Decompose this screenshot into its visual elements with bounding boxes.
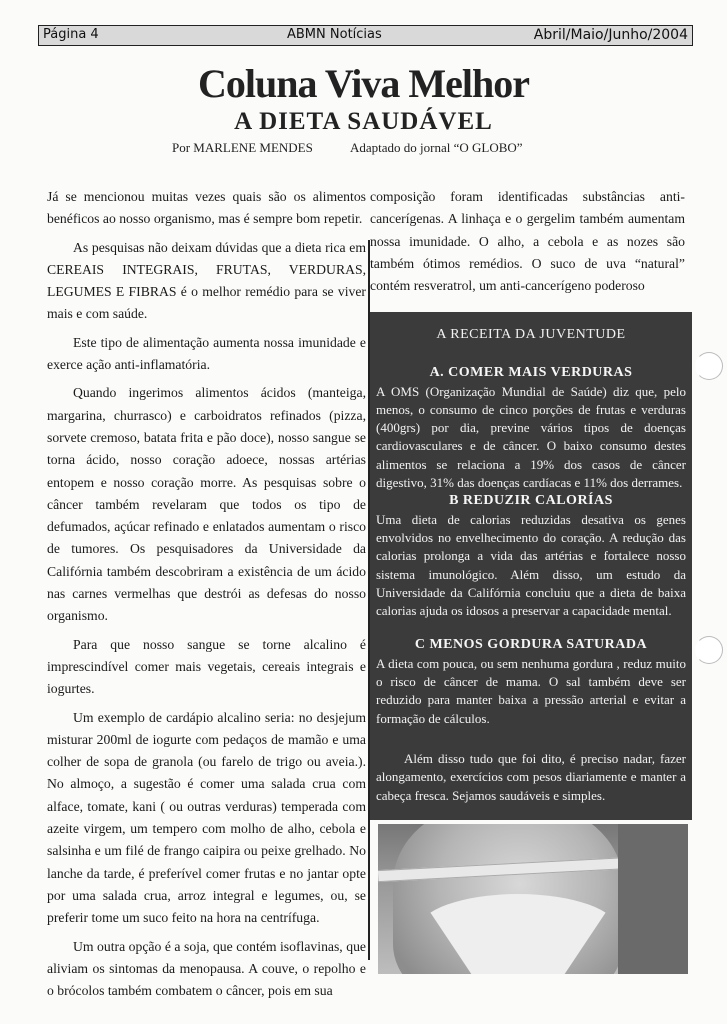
paragraph: Este tipo de alimentação aumenta nossa imunidade e exerce ação anti-inflamatória. bbox=[47, 334, 366, 373]
column-title: Coluna Viva Melhor bbox=[198, 61, 529, 106]
section-title: A. COMER MAIS VERDURAS bbox=[429, 365, 633, 381]
article-subtitle: A DIETA SAUDÁVEL bbox=[234, 108, 493, 135]
recipe-box bbox=[370, 312, 692, 820]
left-column bbox=[47, 186, 366, 1008]
right-column-continuation bbox=[370, 186, 685, 297]
paragraph: Um exemplo de cardápio alcalino seria: no desjejum misturar 200ml de iogurte com pedaços de mamão e uma colher de sopa de granola (ou farelo de trigo ou aveia.). No almoço, a sugestão é comer uma salada crua com alface, tomate, kani ( ou outras verduras) temperada com azeite virgem, um tempero com molho de alho, cebola e salsinha e um filé de frango caipira ou peixe grelhado. No lanche da tarde, é preferível comer frutas e no jantar opte por uma salada crua, arroz integral e legumes, ou, se preferir tome um suco feito na hora na centrífuga. bbox=[47, 709, 366, 926]
header-bar bbox=[38, 25, 693, 46]
waist-measurement-photo bbox=[378, 824, 688, 974]
punch-hole bbox=[695, 636, 723, 664]
paragraph: Para que nosso sangue se torne alcalino é imprescindível comer mais vegetais, cereais integrais e iogurtes. bbox=[47, 636, 366, 697]
paragraph: Um outra opção é a soja, que contém isoflavinas, que aliviam os sintomas da menopausa. A couve, o repolho e o brócolos também combatem o câncer, pois em sua bbox=[47, 938, 366, 999]
paragraph: Quando ingerimos alimentos ácidos (manteiga, margarina, churrasco) e carboidratos refinados (pizza, sorvete cremoso, batata frita e pão doce), nosso sangue se torna ácido, nosso coração adoece, nossas artérias entopem e nosso coração morre. As pesquisas sobre o câncer também revelaram que todos os tipo de defumados, açúcar refinado e enlatados aumentam o risco de tumores. Os pesquisadores da Universidade da Califórnia também descobriram a existência de um ácido nas carnes vermelhas que destrói as defesas do nosso organismo. bbox=[47, 385, 366, 624]
punch-hole bbox=[695, 352, 723, 380]
photo-background bbox=[618, 824, 688, 974]
paragraph: Já se mencionou muitas vezes quais são os alimentos benéficos ao nosso organismo, mas é sempre bom repetir. bbox=[47, 189, 366, 227]
section-text: Uma dieta de calorias reduzidas desativa os genes envolvidos no envelhecimento do coração. A redução das calorias prolonga a vida das artérias e fortalece nosso sistema imunológico. Além disso, um estudo da Universidade da Califórnia concluiu que a dieta de baixa calorias ajuda os idosos a preservar a capacidade mental. bbox=[376, 511, 686, 619]
publication-name: ABMN Notícias bbox=[287, 27, 382, 42]
paragraph: As pesquisas não deixam dúvidas que a dieta rica em CEREAIS INTEGRAIS, FRUTAS, VERDURAS, LEGUMES E FIBRAS é o melhor remédio para se viver mais e com saúde. bbox=[47, 239, 366, 322]
byline-author: Por MARLENE MENDES bbox=[172, 140, 313, 155]
closing-text: Além disso tudo que foi dito, é preciso nadar, fazer alongamento, exercícios com pesos diariamente e manter a cabeça fresca. Sejamos saudáveis e simples. bbox=[376, 750, 686, 803]
section-text: A dieta com pouca, ou sem nenhuma gordura , reduz muito o risco de câncer de mama. O sal também deve ser reduzido para manter baixa a pressão arterial e evitar a formação de cálculos. bbox=[376, 655, 686, 726]
issue-date: Abril/Maio/Junho/2004 bbox=[533, 27, 688, 43]
recipe-box-heading: A RECEITA DA JUVENTUDE bbox=[436, 327, 626, 342]
page-number: Página 4 bbox=[43, 27, 99, 42]
section-title: C MENOS GORDURA SATURADA bbox=[414, 637, 648, 653]
paragraph: composição foram identificadas substâncias anti-cancerígenas. A linhaça e o gergelim também aumentam nossa imunidade. O alho, a cebola e as nozes são também ótimos remédios. O suco de uva “natural” contém resveratrol, um anti-cancerígeno poderoso bbox=[370, 189, 685, 294]
byline-source: Adaptado do jornal “O GLOBO” bbox=[350, 140, 523, 155]
section-text: A OMS (Organização Mundial de Saúde) diz que, pelo menos, o consumo de cinco porções de frutas e verduras (400grs) por dia, previne vários tipos de doenças cardiovasculares e de câncer. O baixo consumo destes alimentos se relaciona a 19% dos casos de câncer digestivo, 31% das doenças cardíacas e 11% dos derrames. bbox=[376, 383, 686, 491]
section-title: B REDUZIR CALORÍAS bbox=[449, 493, 613, 509]
